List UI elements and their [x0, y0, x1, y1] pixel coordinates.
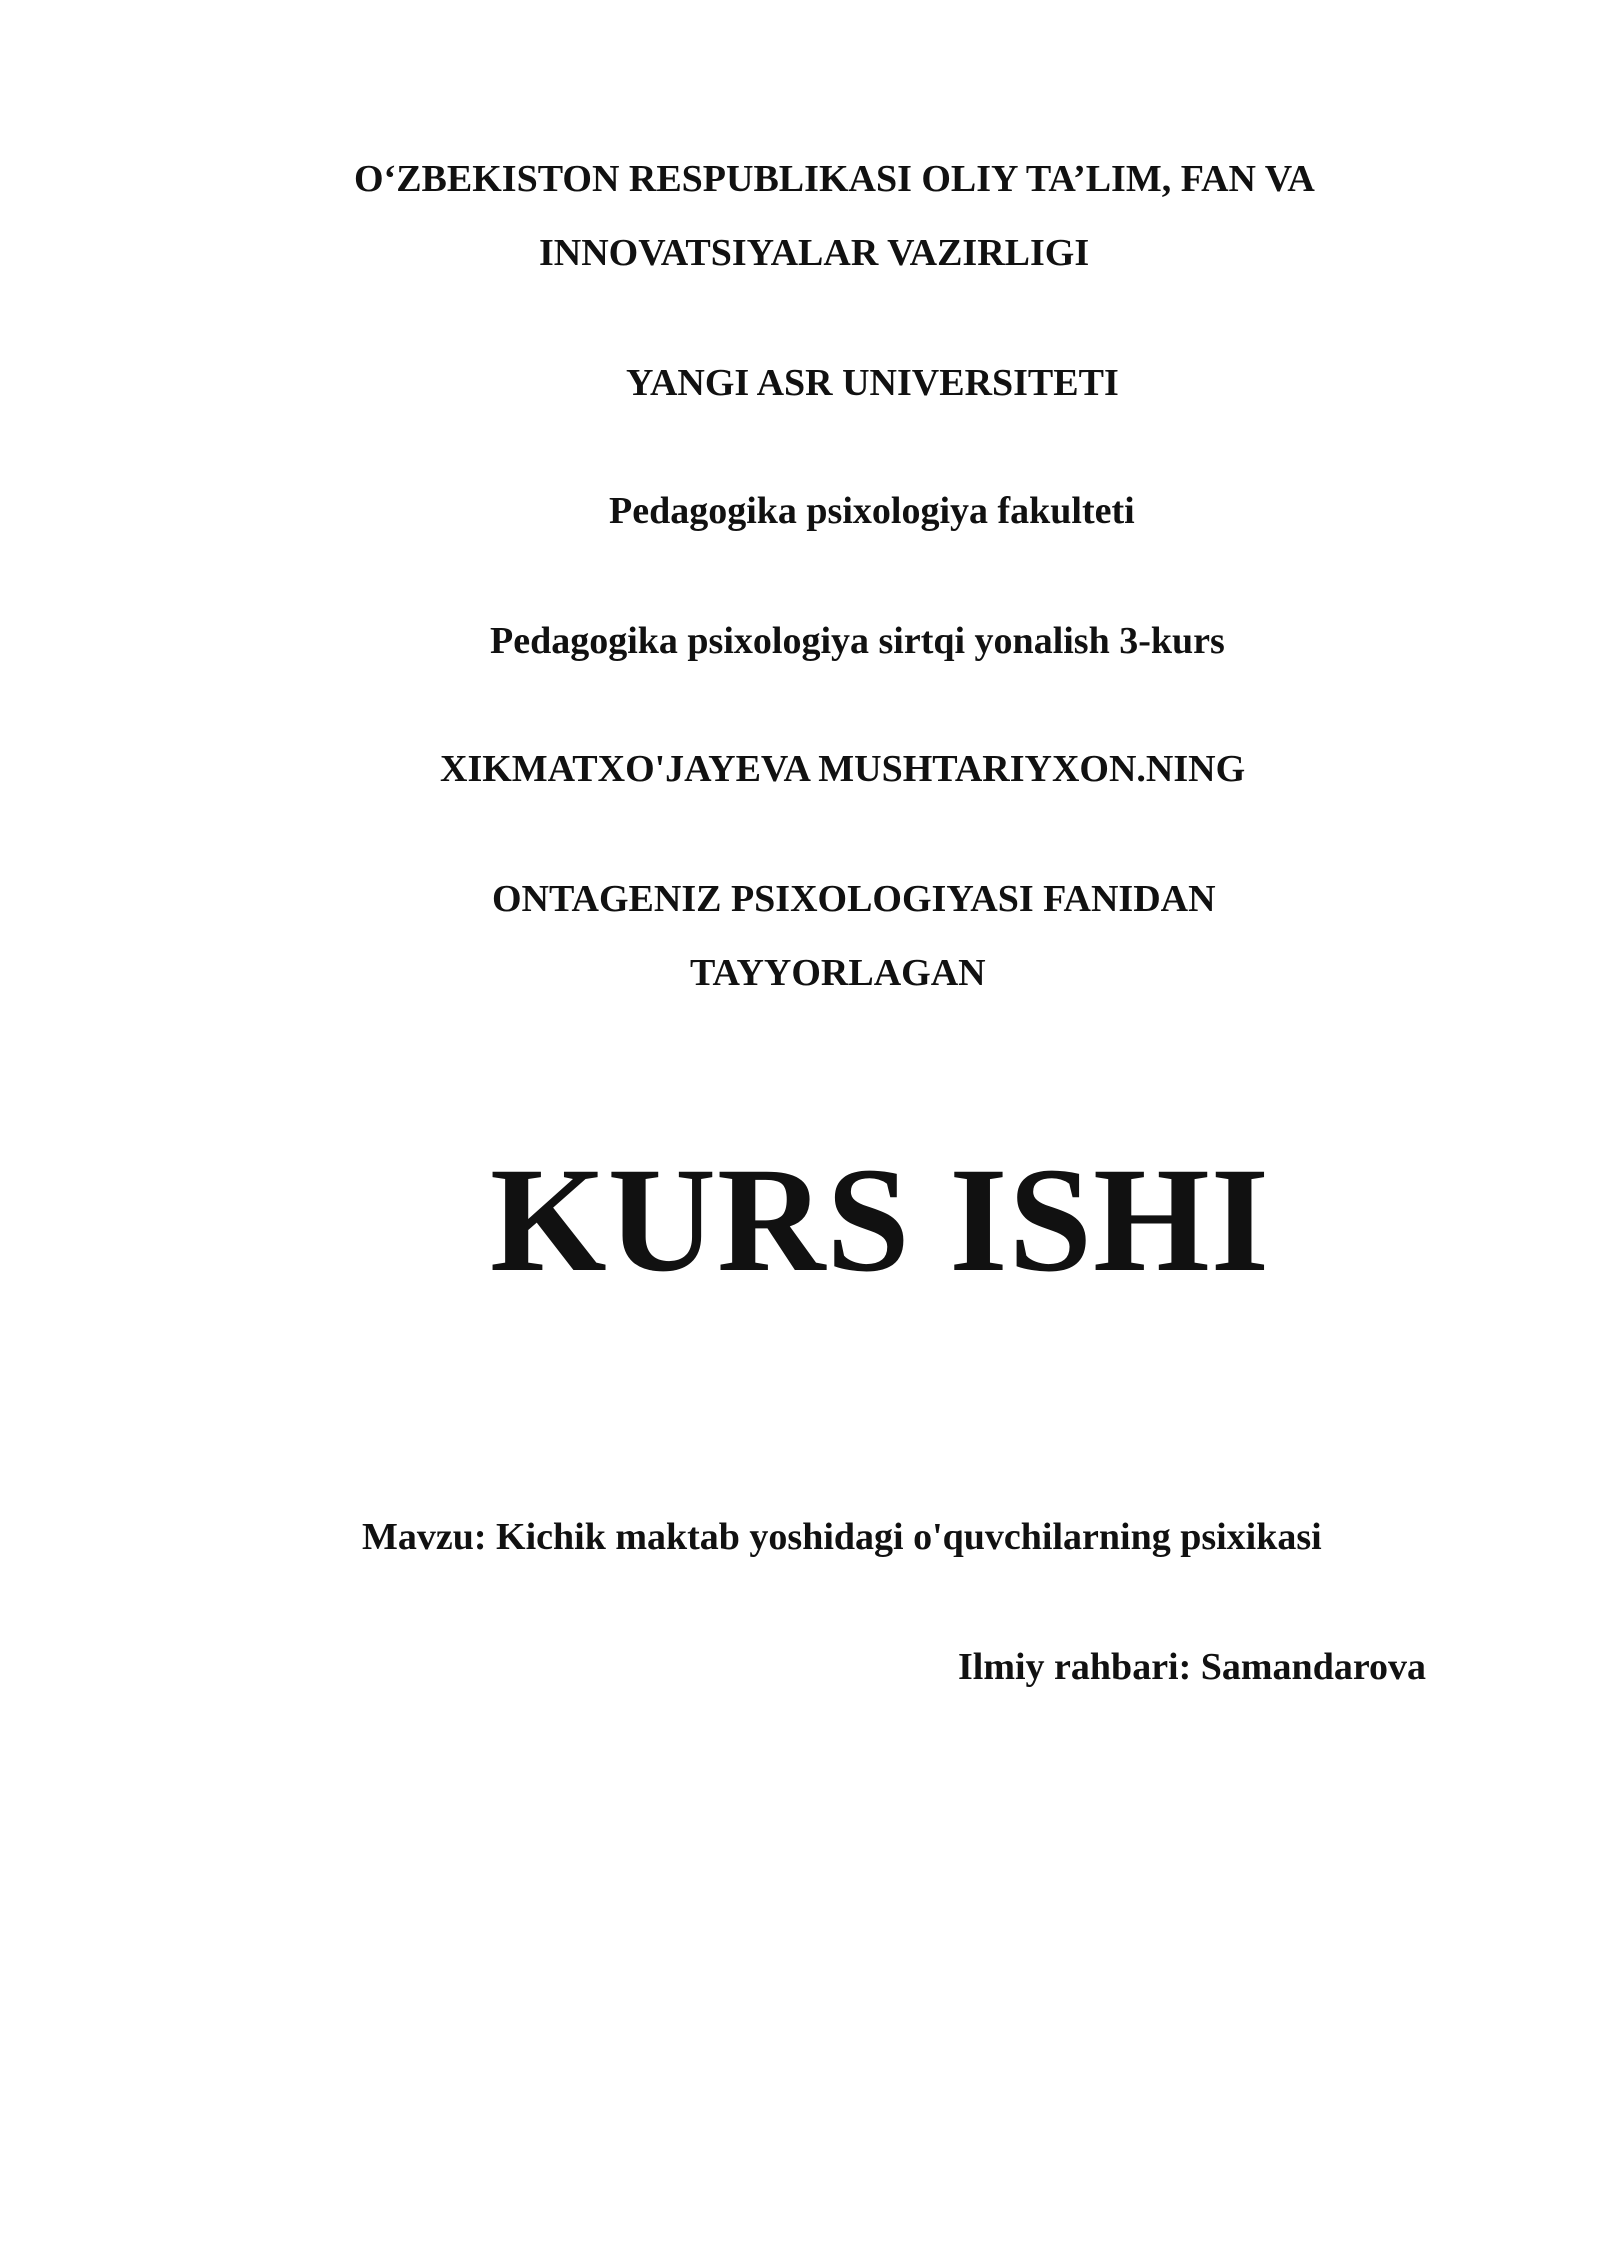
supervisor: Ilmiy rahbari: Samandarova	[958, 1646, 1427, 1688]
faculty-name: Pedagogika psixologiya fakulteti	[609, 490, 1135, 532]
topic: Mavzu: Kichik maktab yoshidagi o'quvchilarning psixikasi	[362, 1516, 1322, 1558]
subject-line-2: TAYYORLAGAN	[690, 952, 986, 994]
work-type-title: KURS ISHI	[490, 1137, 1271, 1303]
study-direction: Pedagogika psixologiya sirtqi yonalish 3-kurs	[490, 620, 1225, 662]
subject-line-1: ONTAGENIZ PSIXOLOGIYASI FANIDAN	[492, 878, 1216, 920]
ministry-title-line-1: O‘ZBEKISTON RESPUBLIKASI OLIY TA’LIM, FAN VA	[354, 158, 1315, 200]
student-name: XIKMATXO'JAYEVA MUSHTARIYXON.NING	[440, 748, 1246, 790]
ministry-title-line-2: INNOVATSIYALAR VAZIRLIGI	[539, 232, 1090, 274]
university-name: YANGI ASR UNIVERSITETI	[626, 362, 1119, 404]
